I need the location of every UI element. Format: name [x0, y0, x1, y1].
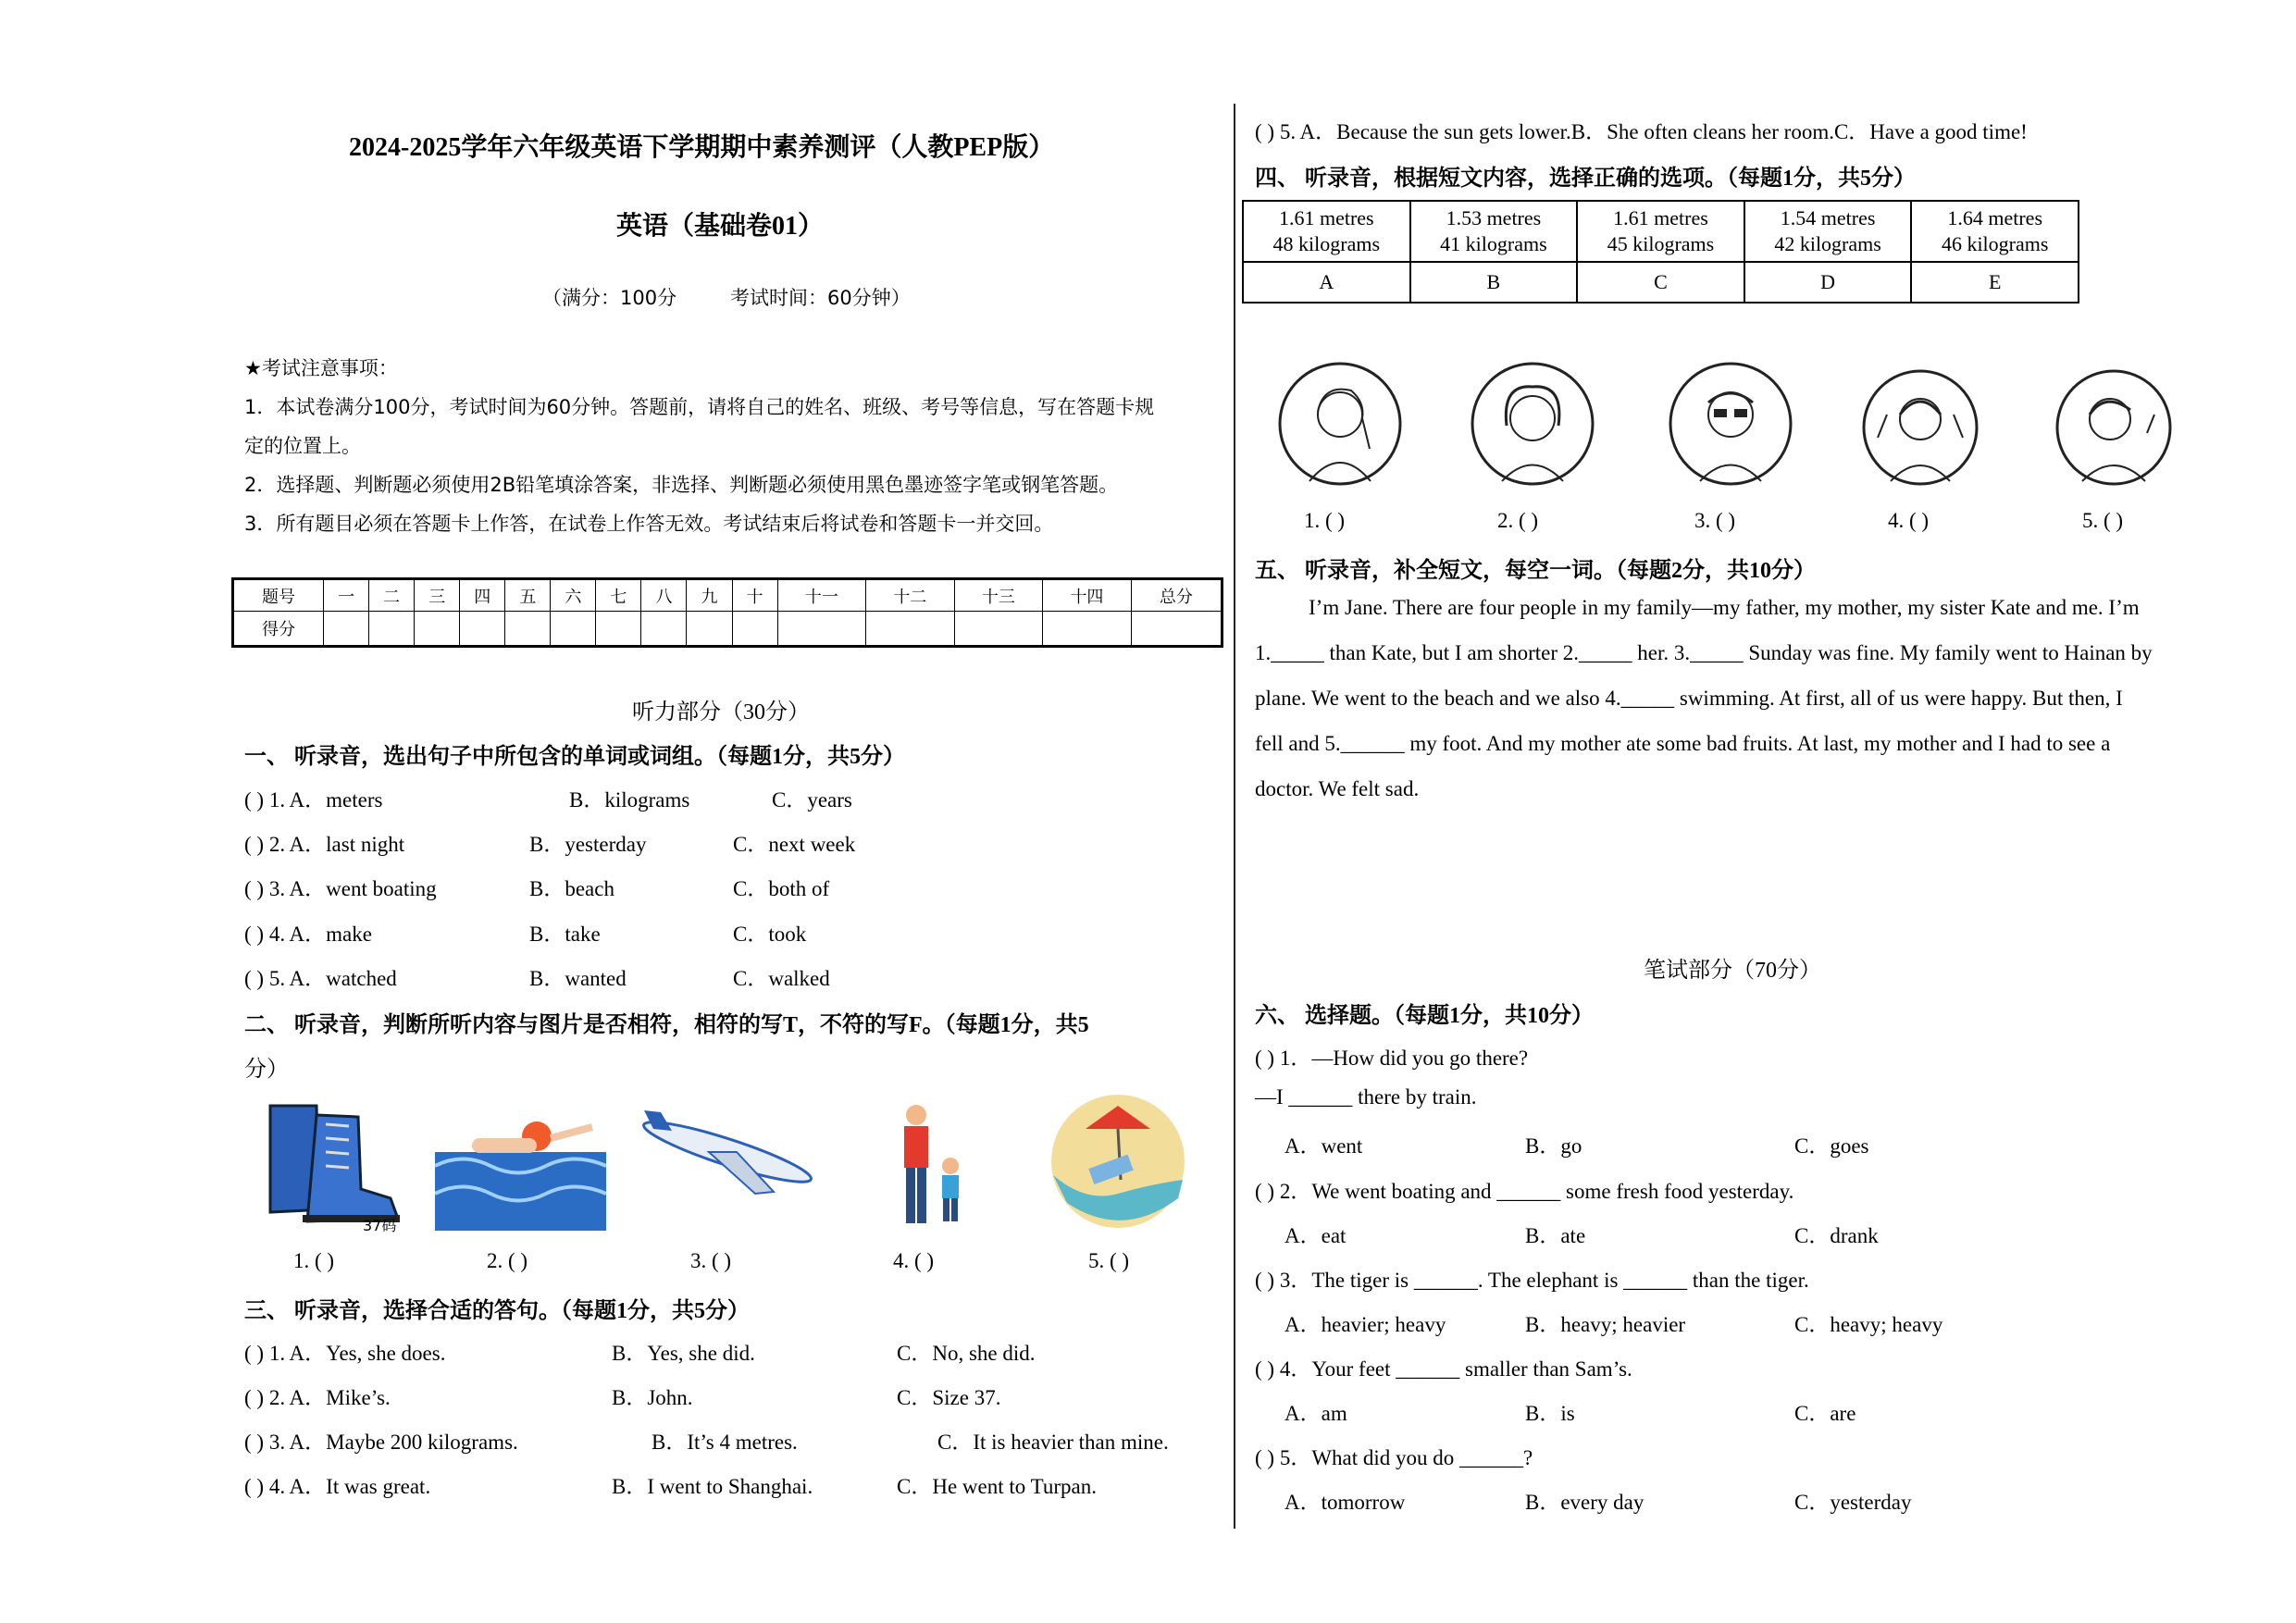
- score-cell: 六: [551, 579, 596, 612]
- section-1-title: 一、 听录音，选出句子中所包含的单词或词组。（每题1分，共5分）: [244, 745, 905, 769]
- s6-q3-b: B．heavy; heavier: [1525, 1313, 1686, 1336]
- score-table: [231, 577, 1223, 648]
- score-input[interactable]: [777, 612, 866, 647]
- s2-label-5: 5. ( ): [1088, 1249, 1130, 1272]
- score-cell: 五: [505, 579, 551, 612]
- s6-q3-c: C．heavy; heavy: [1794, 1313, 1943, 1336]
- s4-label-1: 1. ( ): [1304, 509, 1346, 532]
- section-2-title-cont: 分）: [244, 1058, 289, 1082]
- s2-label-1: 1. ( ): [293, 1249, 335, 1272]
- s1-q2-c: C．next week: [733, 833, 856, 856]
- hw-height: 1.54 metres: [1780, 206, 1876, 229]
- portrait-boy-waving: [1861, 368, 1980, 487]
- hw-weight: 45 kilograms: [1607, 232, 1715, 255]
- score-input[interactable]: [687, 612, 732, 647]
- score-input[interactable]: [866, 612, 955, 647]
- listening-title: 听力部分（30分）: [632, 700, 810, 725]
- s3-q2-c: C．Size 37.: [897, 1386, 1001, 1409]
- s1-q3-b: B．beach: [529, 877, 614, 900]
- score-input[interactable]: [460, 612, 505, 647]
- score-input[interactable]: [415, 612, 460, 647]
- section-6-title: 六、 选择题。（每题1分，共10分）: [1255, 1004, 1594, 1028]
- section-2-title: 二、 听录音，判断所听内容与图片是否相符，相符的写T，不符的写F。（每题1分，共5: [244, 1013, 1089, 1037]
- s1-q5-b: B．wanted: [529, 967, 627, 990]
- s3-q3-b: B．It’s 4 metres.: [652, 1431, 798, 1454]
- father-son-image: [884, 1096, 976, 1235]
- hw-height: 1.61 metres: [1278, 206, 1374, 229]
- score-cell: 四: [460, 579, 505, 612]
- note-1b: 定的位置上。: [244, 435, 361, 457]
- s1-q4: ( ) 4. A．make: [244, 923, 372, 946]
- cloze-line: fell and 5.______ my foot. And my mother ate some bad fruits. At last, my mother and I had to see a: [1255, 732, 2111, 755]
- s4-label-2: 2. ( ): [1497, 509, 1539, 532]
- score-row-label: 得分: [233, 612, 324, 647]
- score-input[interactable]: [369, 612, 415, 647]
- s1-q4-b: B．take: [529, 923, 601, 946]
- s6-q1-b: B．go: [1525, 1134, 1582, 1158]
- cloze-line: doctor. We felt sad.: [1255, 777, 1420, 800]
- score-cell: 总分: [1131, 579, 1222, 612]
- score-input[interactable]: [732, 612, 777, 647]
- s3-q1-c: C．No, she did.: [897, 1342, 1036, 1365]
- time-info: 考试时间：60分钟）: [730, 287, 911, 309]
- section-4-title: 四、 听录音，根据短文内容，选择正确的选项。（每题1分，共5分）: [1255, 167, 1916, 191]
- section-3-title: 三、 听录音，选择合适的答句。（每题1分，共5分）: [244, 1299, 750, 1323]
- score-input[interactable]: [596, 612, 641, 647]
- s3-q4-b: B．I went to Shanghai.: [612, 1475, 813, 1498]
- s1-q1-b: B．kilograms: [569, 788, 690, 812]
- hw-letter: E: [1911, 262, 2079, 303]
- hw-letter: A: [1243, 262, 1410, 303]
- score-cell: 九: [687, 579, 732, 612]
- hw-height: 1.61 metres: [1613, 206, 1708, 229]
- notes-heading: ★考试注意事项：: [244, 357, 398, 379]
- height-weight-table: [1242, 200, 2079, 304]
- s1-q2: ( ) 2. A．last night: [244, 833, 405, 856]
- s4-label-5: 5. ( ): [2082, 509, 2124, 532]
- score-input[interactable]: [551, 612, 596, 647]
- s2-label-3: 3. ( ): [690, 1249, 732, 1272]
- score-cell: 十三: [954, 579, 1043, 612]
- hw-letter: D: [1744, 262, 1912, 303]
- s1-q1: ( ) 1. A．meters: [244, 788, 383, 812]
- hw-cell-c: [1577, 201, 1744, 262]
- portrait-boy-side: [2054, 368, 2173, 487]
- s6-q1-c: C．goes: [1794, 1134, 1869, 1158]
- s6-q2-b: B．ate: [1525, 1224, 1586, 1247]
- s2-label-4: 4. ( ): [893, 1249, 935, 1272]
- score-cell: 题号: [233, 579, 324, 612]
- hw-weight: 42 kilograms: [1774, 232, 1881, 255]
- score-cell: 一: [324, 579, 369, 612]
- shoe-size-label: 37码: [363, 1217, 397, 1234]
- score-cell: 十: [732, 579, 777, 612]
- hw-letter: B: [1410, 262, 1578, 303]
- s6-q1-line2: —I ______ there by train.: [1255, 1085, 1477, 1109]
- s6-q4: ( ) 4．Your feet ______ smaller than Sam’s.: [1255, 1357, 1632, 1381]
- page-title: 2024-2025学年六年级英语下学期期中素养测评（人教PEP版）: [349, 133, 1055, 162]
- s6-q2-a: A．eat: [1285, 1224, 1347, 1247]
- hw-weight: 48 kilograms: [1272, 232, 1381, 255]
- cloze-line: 1._____ than Kate, but I am shorter 2._____ her. 3._____ Sunday was fine. My family went to Hainan by: [1255, 641, 2153, 664]
- s6-q2-c: C．drank: [1794, 1224, 1879, 1247]
- writing-title: 笔试部分（70分）: [1644, 959, 1821, 983]
- section-5-title: 五、 听录音，补全短文，每空一词。（每题2分，共10分）: [1255, 559, 1816, 583]
- s1-q3-c: C．both of: [733, 877, 830, 900]
- score-cell: 八: [641, 579, 687, 612]
- score-input[interactable]: [641, 612, 687, 647]
- portrait-boy-glasses: [1668, 361, 1793, 487]
- s6-q3-a: A．heavier; heavy: [1285, 1313, 1446, 1336]
- hw-height: 1.64 metres: [1947, 206, 2043, 229]
- s4-label-4: 4. ( ): [1888, 509, 1930, 532]
- s2-label-2: 2. ( ): [487, 1249, 528, 1272]
- score-cell: 十一: [777, 579, 866, 612]
- score-cell: 十二: [866, 579, 955, 612]
- score-input[interactable]: [324, 612, 369, 647]
- s1-q2-b: B．yesterday: [529, 833, 647, 856]
- swimmer-image: [435, 1110, 606, 1231]
- s6-q4-a: A．am: [1285, 1402, 1347, 1425]
- s3-q2: ( ) 2. A．Mike’s.: [244, 1386, 391, 1409]
- s6-q5-a: A．tomorrow: [1285, 1491, 1406, 1514]
- hw-cell-e: [1911, 201, 2079, 262]
- s6-q5-c: C．yesterday: [1794, 1491, 1912, 1514]
- hw-weight: 46 kilograms: [1941, 232, 2049, 255]
- cloze-passage: [1255, 585, 2224, 812]
- hw-letter: C: [1577, 262, 1744, 303]
- s1-q5-c: C．walked: [733, 967, 830, 990]
- s1-q5: ( ) 5. A．watched: [244, 967, 397, 990]
- s3-q1: ( ) 1. A．Yes, she does.: [244, 1342, 446, 1365]
- hw-weight: 41 kilograms: [1440, 232, 1547, 255]
- s1-q3: ( ) 3. A．went boating: [244, 877, 437, 900]
- s4-label-3: 3. ( ): [1694, 509, 1736, 532]
- s3-q2-b: B．John.: [612, 1386, 693, 1409]
- s3-q4: ( ) 4. A．It was great.: [244, 1475, 431, 1498]
- hw-cell-d: [1744, 201, 1912, 262]
- s6-q4-b: B．is: [1525, 1402, 1575, 1425]
- hw-height: 1.53 metres: [1446, 206, 1542, 229]
- score-input[interactable]: [954, 612, 1043, 647]
- note-2: 2．选择题、判断题必须使用2B铅笔填涂答案，非选择、判断题必须使用黑色墨迹签字笔或钢笔答题。: [244, 474, 1119, 496]
- cloze-line: I’m Jane. There are four people in my family—my father, my mother, my sister Kate and me. I’m: [1309, 596, 2140, 619]
- beach-image: [1049, 1092, 1187, 1231]
- s6-q4-c: C．are: [1794, 1402, 1856, 1425]
- s6-q1: ( ) 1．—How did you go there?: [1255, 1047, 1529, 1070]
- score-input[interactable]: [1131, 612, 1222, 647]
- s3-q3: ( ) 3. A．Maybe 200 kilograms.: [244, 1431, 518, 1454]
- score-cell: 十四: [1043, 579, 1132, 612]
- s3-q3-c: C．It is heavier than mine.: [937, 1431, 1169, 1454]
- score-input[interactable]: [1043, 612, 1132, 647]
- s3-q4-c: C．He went to Turpan.: [897, 1475, 1097, 1498]
- portrait-girl-ponytail: [1277, 361, 1403, 487]
- score-info: （满分：100分: [542, 287, 677, 309]
- s6-q5-b: B．every day: [1525, 1491, 1644, 1514]
- score-input[interactable]: [505, 612, 551, 647]
- s3-q1-b: B．Yes, she did.: [612, 1342, 755, 1365]
- score-cell: 二: [369, 579, 415, 612]
- s1-q4-c: C．took: [733, 923, 807, 946]
- s1-q1-c: C．years: [772, 788, 852, 812]
- s6-q3: ( ) 3．The tiger is ______. The elephant is ______ than the tiger.: [1255, 1269, 1809, 1292]
- cloze-line: plane. We went to the beach and we also 4._____ swimming. At first, all of us were happy. But then, I: [1255, 687, 2123, 710]
- score-cell: 七: [596, 579, 641, 612]
- s6-q1-a: A．went: [1285, 1134, 1363, 1158]
- score-cell: 三: [415, 579, 460, 612]
- airplane-image: [635, 1110, 820, 1203]
- note-3: 3．所有题目必须在答题卡上作答，在试卷上作答无效。考试结束后将试卷和答题卡一并交回。: [244, 513, 1054, 535]
- hw-cell-b: [1410, 201, 1578, 262]
- hw-cell-a: [1243, 201, 1410, 262]
- page-subtitle: 英语（基础卷01）: [616, 212, 825, 241]
- s6-q2: ( ) 2．We went boating and ______ some fresh food yesterday.: [1255, 1180, 1794, 1203]
- portrait-girl-curly: [1470, 361, 1595, 487]
- s3-q5: ( ) 5. A．Because the sun gets lower.B．She often cleans her room.C．Have a good time!: [1255, 120, 2028, 143]
- s6-q5: ( ) 5．What did you do ______?: [1255, 1446, 1533, 1469]
- note-1a: 1．本试卷满分100分，考试时间为60分钟。答题前，请将自己的姓名、班级、考号等信息，写在答题卡规: [244, 396, 1155, 418]
- column-divider: [1234, 104, 1235, 1529]
